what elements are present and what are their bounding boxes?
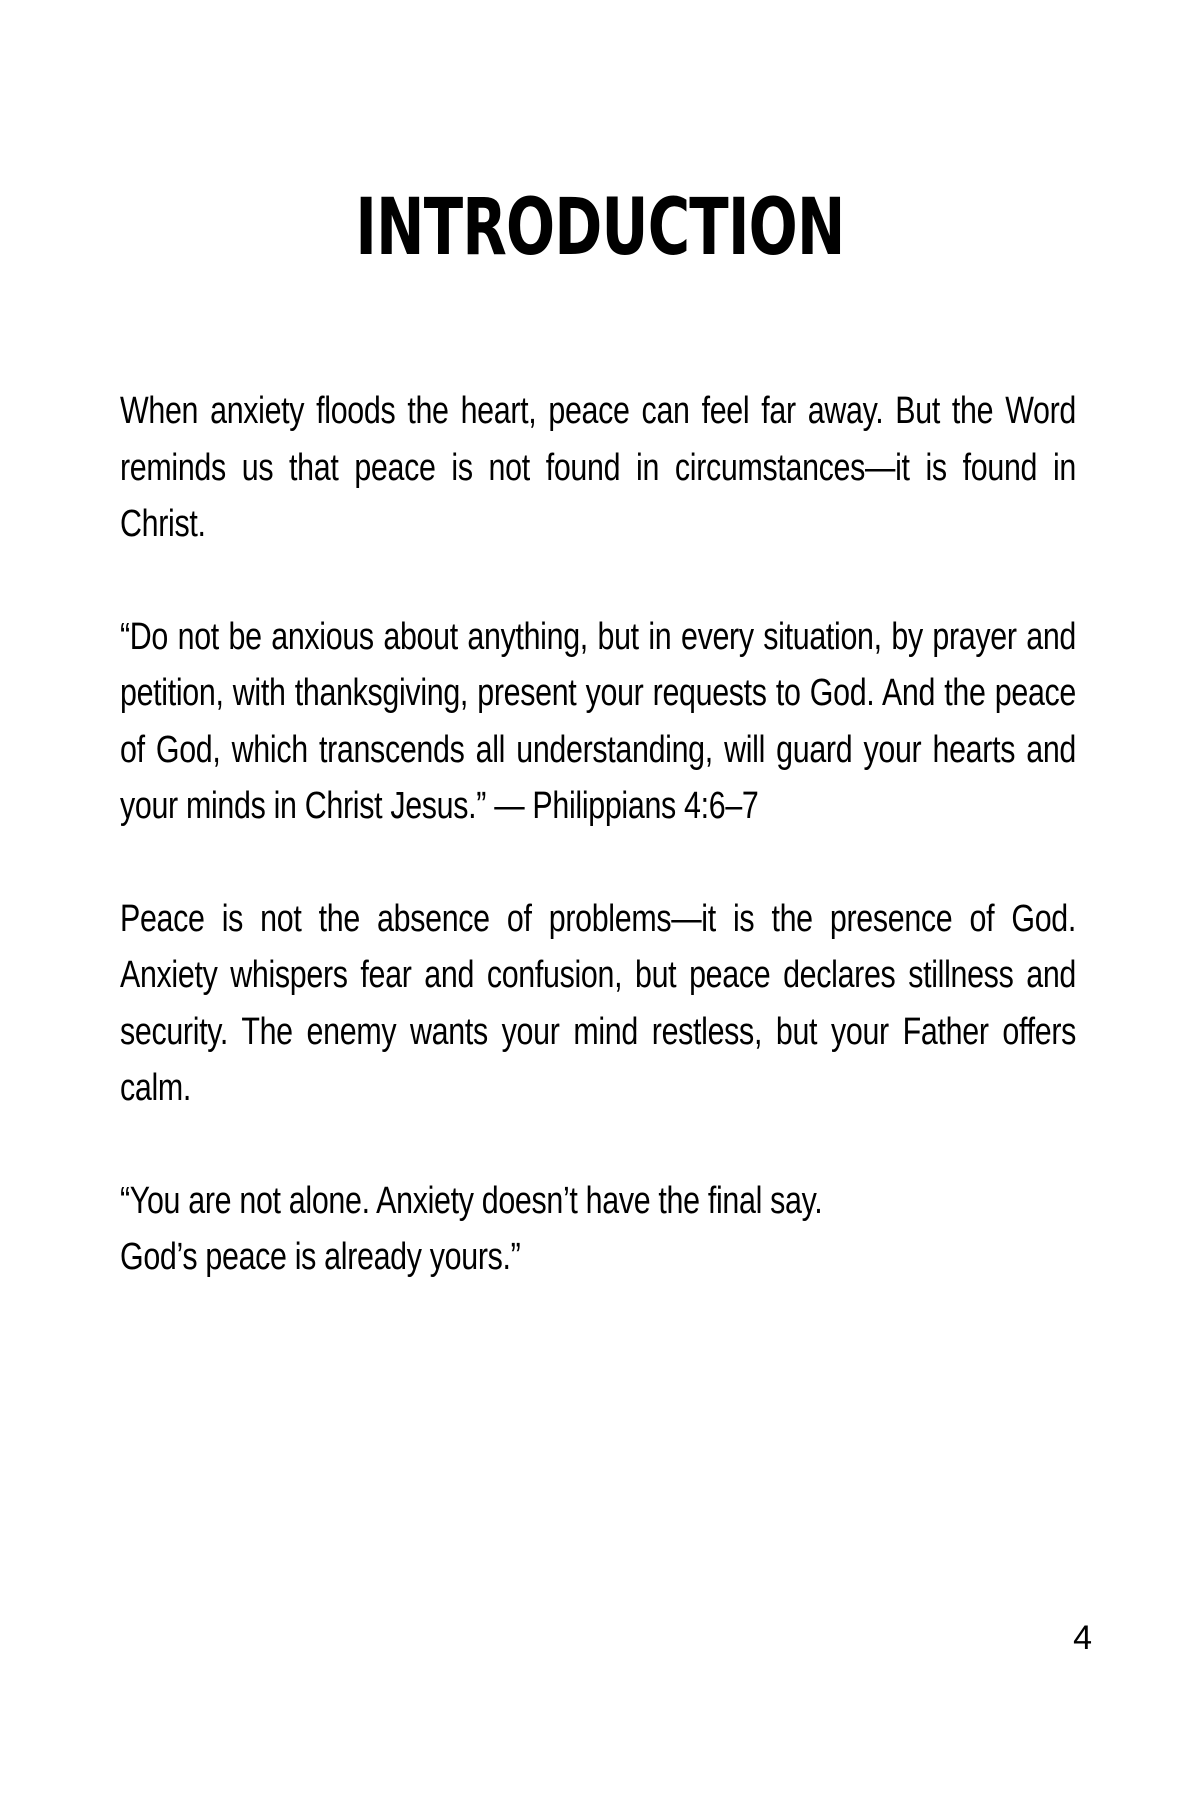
page-number: 4 (1073, 1619, 1092, 1657)
body-text (120, 383, 1076, 1342)
closing-quote-line-2: God’s peace is already yours.” (120, 1236, 521, 1278)
paragraph-3-text: Peace is not the absence of problems—it is the presence of God. Anxiety whispers fear and confusion, but peace declares stillness and security. The enemy wants your mind restless, but your Father offers calm. (120, 897, 1076, 1109)
paragraph-1 (120, 383, 1076, 553)
closing-quote-block (120, 1173, 1076, 1286)
scripture-quote-text: “Do not be anxious about anything, but in every situation, by prayer and petition, with thanksgiving, present your requests to God. And the peace of God, which transcends all understanding, will guard your hearts and your minds in Christ Jesus.” — Philippians 4:6–7 (120, 615, 1076, 827)
closing-quote (120, 1173, 1076, 1286)
closing-quote-line-1: “You are not alone. Anxiety doesn’t have the final say. (120, 1179, 823, 1222)
page-title: INTRODUCTION (355, 183, 845, 273)
paragraph-1-text: When anxiety floods the heart, peace can feel far away. But the Word reminds us that peace is not found in circumstances—it is found in Christ. (120, 390, 1076, 545)
scripture-quote (120, 609, 1076, 835)
paragraph-3 (120, 891, 1076, 1117)
